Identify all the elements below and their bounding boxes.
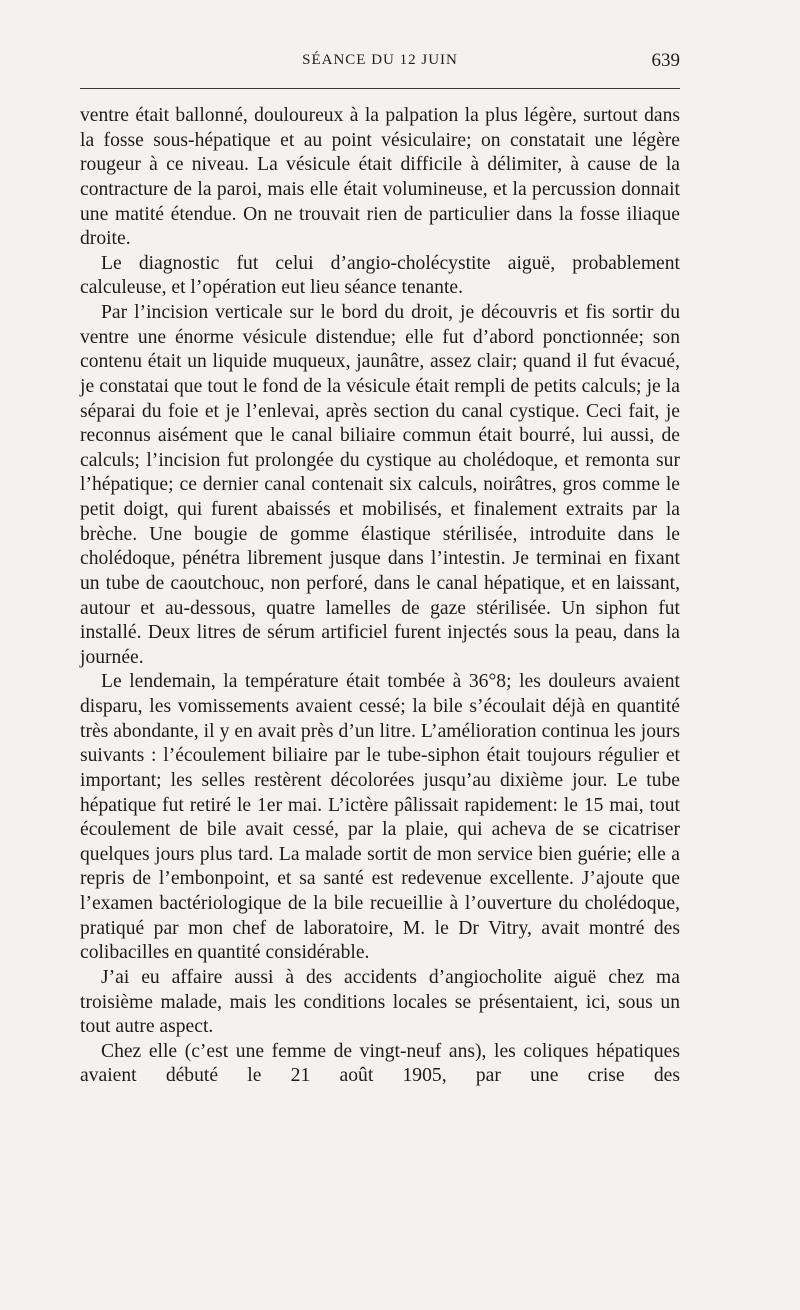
page-number: 639 <box>651 50 680 71</box>
paragraph-diagnosis: Le diagnostic fut celui d’angio-cholécystite aiguë, probablement calculeuse, et l’opération eut lieu séance tenante. <box>80 252 680 299</box>
paragraph-continued: ventre était ballonné, douloureux à la palpation la plus légère, surtout dans la fosse sous-hépatique et au point vésiculaire; on constatait une légère rougeur à ce niveau. La vésicule était difficile à délimiter, à cause de la contracture de la paroi, mais elle était volumineuse, et la percussion donnait une matité étendue. On ne trouvait rien de particulier dans la fosse iliaque droite. <box>80 105 680 250</box>
paragraph-operation: Par l’incision verticale sur le bord du droit, je découvris et fis sortir du ventre une énorme vésicule distendue; elle fut d’abord ponctionnée; son contenu était un liquide muqueux, jaunâtre, assez clair; quand il fut évacué, je constatai que tout le fond de la vésicule était rempli de petits calculs; je la séparai du foie et je l’enlevai, après section du canal cystique. Ceci fait, je reconnus aisément que le canal biliaire commun était bourré, lui aussi, de calculs; l’incision fut prolongée du cystique au cholédoque, et remonta sur l’hépatique; ce dernier canal contenait six calculs, noirâtres, gros comme le petit doigt, qui furent abaissés et mobilisés, et finalement extraits par la brèche. Une bougie de gomme élastique stérilisée, introduite dans le cholédoque, pénétra librement jusque dans l’intestin. Je terminai en fixant un tube de caoutchouc, non perforé, dans le canal hépatique, et en laissant, autour et au-dessous, quatre lamelles de gaze stérilisée. Un siphon fut installé. Deux litres de sérum artificiel furent injectés sous la peau, dans la journée. <box>80 302 680 668</box>
paragraph-third-patient: J’ai eu affaire aussi à des accidents d’angiocholite aiguë chez ma troisième malade, mais les conditions locales se présentaient, ici, sous un tout autre aspect. <box>80 966 680 1038</box>
running-title: SÉANCE DU 12 JUIN <box>302 52 458 68</box>
page-header <box>80 50 680 74</box>
paragraph-history: Chez elle (c’est une femme de vingt-neuf ans), les coliques hépatiques avaient débuté le 21 août 1905, par une crise des <box>80 1040 680 1087</box>
body-text <box>80 104 680 1089</box>
header-rule <box>80 88 680 89</box>
paragraph-recovery: Le lendemain, la température était tombée à 36°8; les douleurs avaient disparu, les vomissements avaient cessé; la bile s’écoulait déjà en quantité très abondante, il y en avait près d’un litre. L’amélioration continua les jours suivants : l’écoulement biliaire par le tube-siphon était toujours régulier et important; les selles restèrent décolorées jusqu’au dixième jour. Le tube hépatique fut retiré le 1er mai. L’ictère pâlissait rapidement: le 15 mai, tout écoulement de bile avait cessé, par la plaie, qui acheva de se cicatriser quelques jours plus tard. La malade sortit de mon service bien guérie; elle a repris de l’embonpoint, et sa santé est redevenue excellente. J’ajoute que l’examen bactériologique de la bile recueillie à l’ouverture du cholédoque, pratiqué par mon chef de laboratoire, M. le Dr Vitry, avait montré des colibacilles en quantité considérable. <box>80 671 680 964</box>
